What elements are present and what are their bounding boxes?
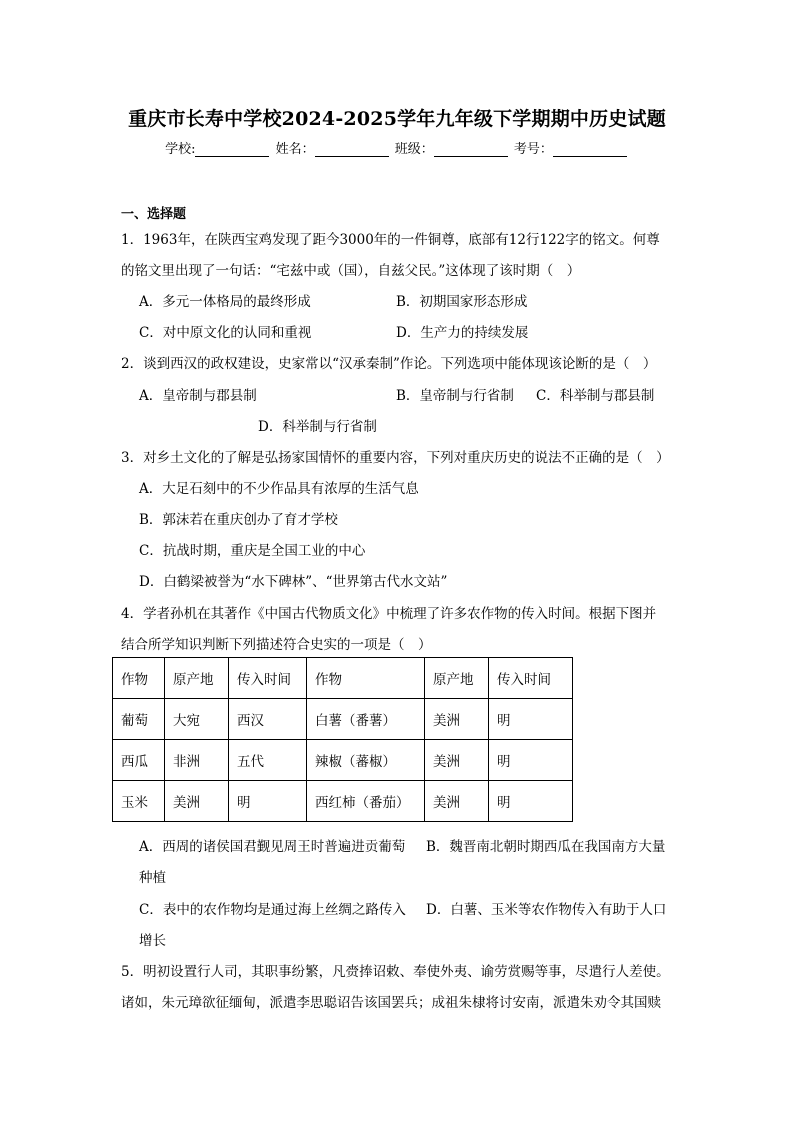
- table-cell: 白薯（番薯）: [307, 699, 425, 740]
- table-cell: 传入时间: [229, 658, 307, 699]
- table-cell: 明: [489, 740, 573, 781]
- number-blank[interactable]: [553, 144, 627, 157]
- q1-option-c: C．对中原文化的认同和重视: [139, 325, 312, 341]
- table-row: [113, 781, 573, 822]
- q3-option-b: B．郭沫若在重庆创办了育才学校: [139, 512, 338, 528]
- q2-option-a: A．皇帝制与郡县制: [139, 388, 257, 404]
- q3-line1: 3．对乡土文化的了解是弘扬家国情怀的重要内容，下列对重庆历史的说法不正确的是（ ）: [121, 450, 670, 466]
- class-label: 班级：: [394, 142, 434, 157]
- q4-option-b-continued: 种植: [139, 870, 166, 886]
- q5-line2: 诸如，朱元璋欲征缅甸，派遣李思聪诏告该国罢兵；成祖朱棣将讨安南，派遣朱劝令其国赎: [121, 995, 661, 1011]
- q4-option-a: A．西周的诸侯国君觐见周王时普遍进贡葡萄: [139, 839, 406, 855]
- table-cell: 辣椒（蕃椒）: [307, 740, 425, 781]
- name-label: 姓名：: [275, 142, 315, 157]
- q1-option-b: B．初期国家形态形成: [396, 294, 528, 310]
- table-cell: 传入时间: [489, 658, 573, 699]
- q4-option-b: B．魏晋南北朝时期西瓜在我国南方大量: [426, 839, 666, 855]
- q4-option-d-continued: 增长: [139, 933, 166, 949]
- table-cell: 葡萄: [113, 699, 165, 740]
- table-row: [113, 699, 573, 740]
- student-info-line: [0, 138, 794, 157]
- table-cell: 美洲: [425, 781, 489, 822]
- table-cell: 作物: [307, 658, 425, 699]
- number-label: 考号：: [513, 142, 553, 157]
- q2-option-b: B．皇帝制与行省制: [396, 388, 514, 404]
- crop-table: [112, 657, 573, 822]
- q2-line1: 2．谈到西汉的政权建设，史家常以“汉承秦制”作论。下列选项中能体现该论断的是（ ）: [121, 356, 657, 372]
- section-title: 一、选择题: [121, 207, 187, 222]
- q5-line1: 5．明初设置行人司，其职事纷繁，凡赍捧诏敕、奉使外夷、谕劳赏赐等事，尽遣行人差使。: [121, 964, 670, 980]
- table-cell: 五代: [229, 740, 307, 781]
- class-blank[interactable]: [434, 144, 508, 157]
- q3-option-a: A．大足石刻中的不少作品具有浓厚的生活气息: [139, 481, 419, 497]
- table-cell: 西汉: [229, 699, 307, 740]
- q1-line2: 的铭文里出现了一句话：“宅兹中或（国），自兹父民。”这体现了该时期（ ）: [121, 263, 581, 279]
- q3-option-d: D．白鹤梁被誉为“水下碑林”、“世界第古代水文站”: [139, 574, 448, 590]
- q2-option-c: C．科举制与郡县制: [536, 388, 655, 404]
- table-cell: 玉米: [113, 781, 165, 822]
- table-cell: 明: [489, 781, 573, 822]
- table-header-row: [113, 658, 573, 699]
- table-cell: 美洲: [425, 740, 489, 781]
- school-label: 学校:: [165, 142, 196, 157]
- exam-title: 重庆市长寿中学校2024-2025学年九年级下学期期中历史试题: [128, 108, 666, 130]
- table-cell: 美洲: [425, 699, 489, 740]
- q4-option-c: C．表中的农作物均是通过海上丝绸之路传入: [139, 902, 406, 918]
- table-cell: 原产地: [425, 658, 489, 699]
- table-cell: 西红柿（番茄）: [307, 781, 425, 822]
- q1-line1: 1．1963年，在陕西宝鸡发现了距今3000年的一件铜尊，底部有12行122字的铭文。何尊: [121, 232, 660, 248]
- table-cell: 西瓜: [113, 740, 165, 781]
- q4-line1: 4．学者孙机在其著作《中国古代物质文化》中梳理了许多农作物的传入时间。根据下图并: [121, 606, 657, 622]
- q4-line2: 结合所学知识判断下列描述符合史实的一项是（ ）: [121, 637, 432, 653]
- table-cell: 非洲: [165, 740, 229, 781]
- table-cell: 明: [229, 781, 307, 822]
- q4-option-d: D．白薯、玉米等农作物传入有助于人口: [426, 902, 667, 918]
- q3-option-c: C．抗战时期，重庆是全国工业的中心: [139, 543, 366, 559]
- q1-option-d: D．生产力的持续发展: [396, 325, 529, 341]
- q1-option-a: A．多元一体格局的最终形成: [139, 294, 311, 310]
- table-row: [113, 740, 573, 781]
- table-cell: 原产地: [165, 658, 229, 699]
- table-cell: 美洲: [165, 781, 229, 822]
- table-cell: 大宛: [165, 699, 229, 740]
- table-cell: 作物: [113, 658, 165, 699]
- table-cell: 明: [489, 699, 573, 740]
- name-blank[interactable]: [315, 144, 389, 157]
- school-blank[interactable]: [195, 144, 269, 157]
- q2-option-d: D．科举制与行省制: [258, 419, 377, 435]
